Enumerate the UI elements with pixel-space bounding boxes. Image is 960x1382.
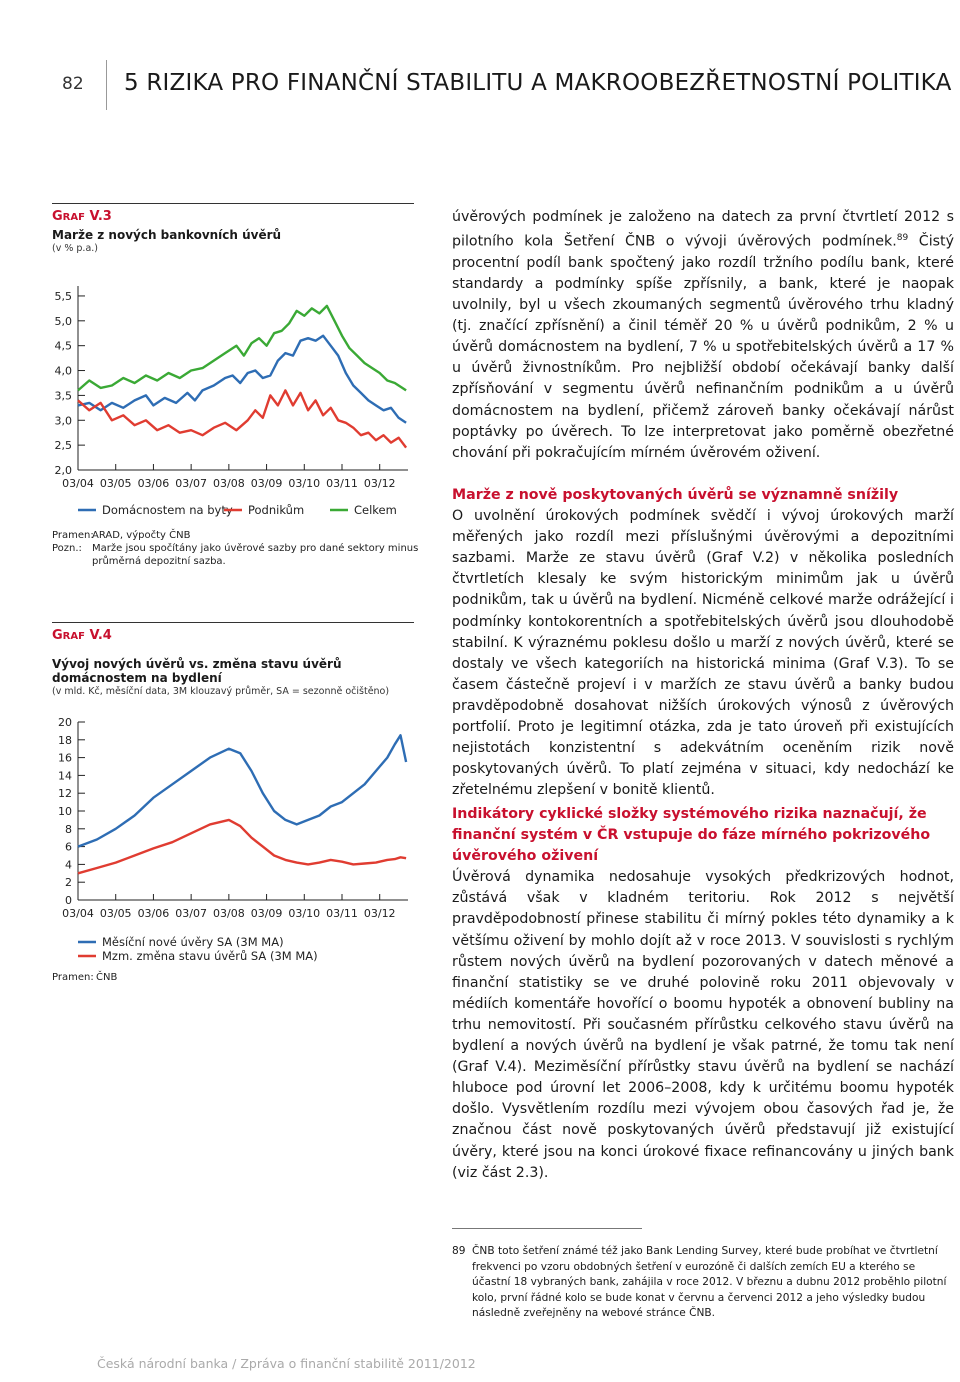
y-tick-label: 10 [58,805,72,818]
footnote-divider [452,1228,642,1229]
x-tick-label: 03/09 [250,477,283,490]
x-tick-label: 03/12 [363,907,396,920]
x-tick-label: 03/12 [363,477,396,490]
y-tick-label: 4,5 [54,339,72,353]
series-line-2 [78,390,406,447]
y-tick-label: 2,5 [54,439,72,453]
section-indikatory [452,804,954,1184]
series-line-2 [78,820,406,873]
x-tick-label: 03/04 [62,477,94,490]
page-number: 82 [62,74,84,94]
body-paragraph-1: úvěrových podmínek je založeno na datech za první čtvrtletí 2012 s pilotního kola Šetření ČNB o vývoji úvěrových podmínek.$^{89}$ Čistý procentní podíl bank spočtený jako rozdíl tržního podílu bank, které standardy a podmínky spíše zpřísnily, a bank, které je naopak uvolnily, byl u všech zkoumaných segmentů úvěrového trhu kladný (tj. značící zpřísnění) a činil téměř 20 % u úvěrů podnikům, 2 % u úvěrů domácnostem na bydlení, 7 % u spotřebitelských úvěrů a 17 % u úvěrů živnostníkům. Pro nejbližší období očekávají banky další zpřísňování v segmentu úvěrů nefinančním podnikům a u úvěrů domácnostem na bydlení, přičemž zároveň banky očekávají nárůst poptávky po úvěrech. To lze interpretovat jako poměrně obezřetné chování při pokračujícím mírném úvěrovém oživení. [452,209,954,461]
graf4-source: Pramen: ČNB [52,972,118,983]
y-tick-label: 2 [65,876,72,890]
x-tick-label: 03/09 [250,907,283,920]
graf3-chart [30,270,430,520]
y-tick-label: 5,5 [54,289,72,303]
graf3-title: Marže z nových bankovních úvěrů [52,228,282,242]
y-tick-label: 20 [58,716,72,729]
y-tick-label: 6 [65,840,72,854]
y-tick-label: 16 [58,751,72,765]
graf3-label: GRAF V.3 [52,209,112,224]
legend-label: Podnikům [248,503,305,517]
body-paragraph-2: O uvolnění úrokových podmínek svědčí i vývoj úrokových marží měřených jako rozdíl mezi příslušnými úvěrovými a depozitními sazbami. Marže ze stavu úvěrů (Graf V.2) v několika posledních čtvrtletích klesaly ke svým historickým minimům jak u úvěrů podnikům, tak u úvěrů na bydlení. Nicméně celkové marže odrážející i podmínky kontokorentních a spotřebitelských úvěrů jsou dlouhodobě stabilní. K výraznému poklesu došlo u marží z nových úvěrů, které se dostaly ve všech kategoriích na historická minima (Graf V.3). To se časem částečně projeví i v maržích ze stavu úvěrů a banky budou pravděpodobně dosahovat nižších úrokových výnosů z úvěrových portfolií. Proto je legitimní otázka, zda je tato úroveň při existujících nejistotách konzistentní s adekvátním oceněním rizik nově poskytovaných úvěrů. To platí zejména v situaci, kdy nedochází ke zřetelnému zlepšení v bonitě klientů. [452,508,954,799]
legend-label: Měsíční nové úvěry SA (3M MA) [102,935,284,949]
x-tick-label: 03/06 [137,477,170,490]
footnote [452,1244,954,1322]
legend-label: Mzm. změna stavu úvěrů SA (3M MA) [102,949,318,963]
legend-label: Celkem [354,503,397,517]
x-tick-label: 03/11 [326,907,358,920]
running-title: 5 RIZIKA PRO FINANČNÍ STABILITU A MAKROOBEZŘETNOSTNÍ POLITIKA [124,70,952,96]
graf4-title: Vývoj nových úvěrů vs. změna stavu úvěrů domácnostem na bydlení [52,657,342,685]
graf3-unit: (v % p.a.) [52,243,98,254]
page-footer: Česká národní banka / Zpráva o finanční stabilitě 2011/2012 [97,1356,476,1371]
series-line-3 [78,306,406,391]
graf4-chart [30,712,430,970]
series-line-1 [78,735,406,846]
legend-label: Domácnostem na byty [102,503,233,517]
x-tick-label: 03/06 [137,907,170,920]
heading-indikatory: Indikátory cyklické složky systémového rizika naznačují, že finanční systém v ČR vstupuje do fáze mírného pokrizového úvěrového oživení [452,806,931,865]
header-divider [106,60,107,110]
y-tick-label: 4 [65,858,72,872]
y-tick-label: 12 [58,787,72,801]
y-tick-label: 0 [65,894,72,907]
section-marze [452,485,954,801]
footnote-number: 89 [452,1245,466,1257]
y-tick-label: 4,0 [54,364,72,378]
heading-marze: Marže z nově poskytovaných úvěrů se významně snížily [452,487,899,503]
x-tick-label: 03/11 [326,477,358,490]
x-tick-label: 03/07 [175,477,207,490]
x-tick-label: 03/04 [62,907,94,920]
graf4-header [52,622,414,697]
footnote-text: ČNB toto šetření známé též jako Bank Lending Survey, které bude probíhat ve čtvrtletní frekvenci po vzoru obdobných šetření v eurozóně či dalších zemích EU a kterého se účastní 18 vybraných bank, zahájila v roce 2012. V březnu a dubnu 2012 proběhlo pilotní kolo, první řádné kolo se bude konat v červnu a červenci 2012 a jeho výsledky budou následně zveřejněny na webové stránce ČNB. [472,1245,947,1319]
y-tick-label: 3,5 [54,389,72,403]
x-tick-label: 03/10 [288,477,321,490]
x-tick-label: 03/10 [288,907,321,920]
x-tick-label: 03/05 [99,477,132,490]
y-tick-label: 8 [65,822,72,836]
x-tick-label: 03/08 [213,907,245,920]
y-tick-label: 5,0 [54,314,72,328]
y-tick-label: 2,0 [54,464,72,477]
y-tick-label: 18 [58,733,72,747]
y-tick-label: 14 [58,769,72,783]
x-tick-label: 03/05 [99,907,132,920]
graf3-source: Pramen:ARAD, výpočty ČNB Pozn.: Marže jsou spočítány jako úvěrové sazby pro dané sektory minus průměrná depozitní sazba. [52,530,419,567]
x-tick-label: 03/08 [213,477,245,490]
body-paragraph-3: Úvěrová dynamika nedosahuje vysokých předkrizových hodnot, zůstává však v kladném teritoriu. Rok 2012 s největší pravděpodobností přinese stabilitu či mírný pokles této dynamiky a k většímu oživení by mohlo dojít až v roce 2013. V souvislosti s rychlým růstem nových úvěrů na bydlení pozorovaných v datech měnové a finanční statistiky se ve druhé polovině roku 2011 objevovaly v médiích komentáře hovořící o boomu hypoték a obnovení bubliny na trhu nemovitostí. Při současném přírůstku celkového stavu úvěrů na bydlení a nových úvěrů na bydlení je však patrné, že tomu tak není (Graf V.4). Meziměsíční přírůstky stavu úvěrů na bydlení se nachází hluboce pod úrovní let 2006–2008, kdy k určitému boomu hypoték došlo. Vysvětlením rozdílu mezi vývojem obou časových řad je, že značnou část nově poskytovaných úvěrů představují již existující úvěry, které jsou na konci úrokové fixace refinancovány u jiných bank (viz část 2.3). [452,869,954,1181]
graf4-label: GRAF V.4 [52,628,112,643]
x-tick-label: 03/07 [175,907,207,920]
graf3-header [52,203,414,254]
y-tick-label: 3,0 [54,414,72,428]
graf4-unit: (v mld. Kč, měsíční data, 3M klouzavý průměr, SA = sezonně očištěno) [52,686,390,697]
